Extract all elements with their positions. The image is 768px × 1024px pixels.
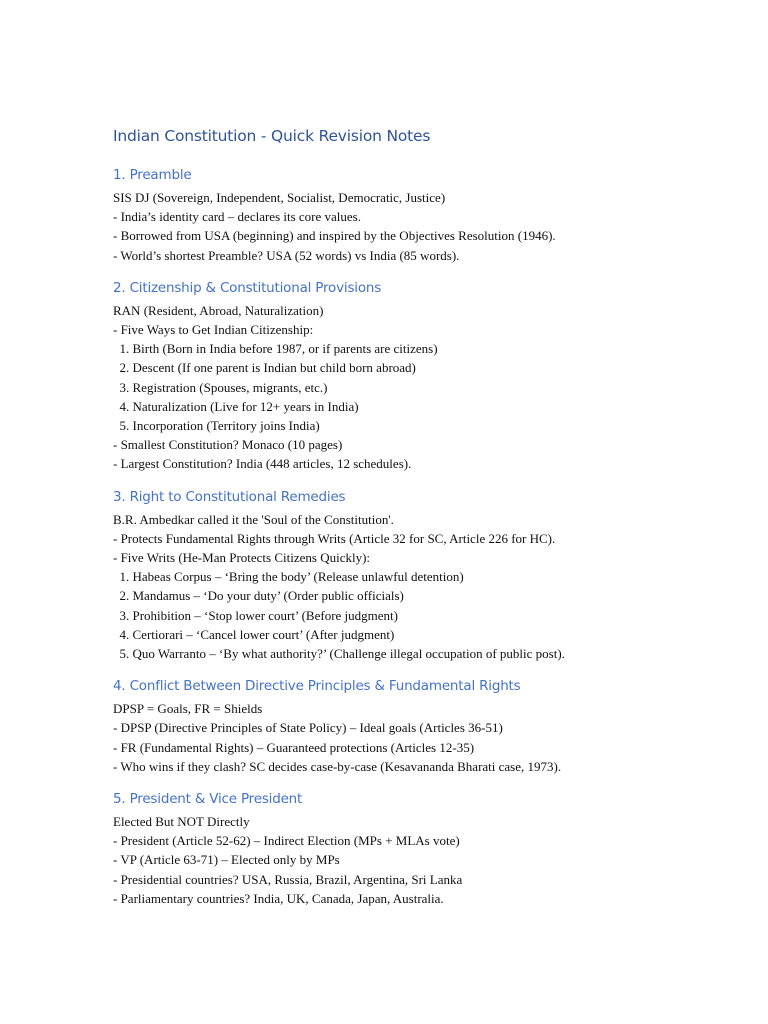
text-line: - Parliamentary countries? India, UK, Canada, Japan, Australia. [113,890,444,906]
text-line: 2. Mandamus – ‘Do your duty’ (Order public officials) [113,588,404,604]
text-line: - Largest Constitution? India (448 articles, 12 schedules). [113,456,412,472]
section-preamble [113,166,753,265]
text-line: - DPSP (Directive Principles of State Policy) – Ideal goals (Articles 36-51) [113,720,503,736]
text-line: 3. Registration (Spouses, migrants, etc.) [113,379,328,395]
text-line: Elected But NOT Directly [113,814,250,830]
section-heading: 3. Right to Constitutional Remedies [113,488,346,505]
text-line: - VP (Article 63-71) – Elected only by MPs [113,852,340,868]
text-line: DPSP = Goals, FR = Shields [113,701,263,717]
section-heading: 2. Citizenship & Constitutional Provisions [113,279,382,296]
text-line: 5. Incorporation (Territory joins India) [113,418,320,434]
text-line: - Borrowed from USA (beginning) and inspired by the Objectives Resolution (1946). [113,228,556,244]
section-constitutional-remedies [113,488,753,664]
document-title: Indian Constitution - Quick Revision Notes [113,127,431,145]
text-line: - Five Writs (He-Man Protects Citizens Quickly): [113,550,371,566]
text-line: 1. Birth (Born in India before 1987, or if parents are citizens) [113,341,438,357]
text-line: 2. Descent (If one parent is Indian but child born abroad) [113,360,416,376]
text-line: - President (Article 52-62) – Indirect Election (MPs + MLAs vote) [113,833,460,849]
text-line: 5. Quo Warranto – ‘By what authority?’ (Challenge illegal occupation of public post). [113,646,565,662]
text-line: - Protects Fundamental Rights through Writs (Article 32 for SC, Article 226 for HC). [113,530,556,546]
text-line: - Smallest Constitution? Monaco (10 pages) [113,437,343,453]
section-heading: 1. Preamble [113,167,192,183]
text-line: 1. Habeas Corpus – ‘Bring the body’ (Release unlawful detention) [113,569,464,585]
text-line: 3. Prohibition – ‘Stop lower court’ (Before judgment) [113,607,398,623]
text-line: - World’s shortest Preamble? USA (52 words) vs India (85 words). [113,247,460,263]
section-president-vp [113,790,753,908]
text-line: - FR (Fundamental Rights) – Guaranteed protections (Articles 12-35) [113,739,475,755]
text-line: SIS DJ (Sovereign, Independent, Socialist, Democratic, Justice) [113,190,446,205]
text-line: 4. Certiorari – ‘Cancel lower court’ (After judgment) [113,626,395,642]
text-line: 4. Naturalization (Live for 12+ years in India) [113,398,359,414]
document-page [113,126,753,908]
section-dpsp-vs-fr [113,677,753,776]
text-line: RAN (Resident, Abroad, Naturalization) [113,302,324,318]
text-line: - India’s identity card – declares its core values. [113,209,361,225]
text-line: B.R. Ambedkar called it the 'Soul of the Constitution'. [113,511,394,527]
section-citizenship [113,279,753,474]
section-heading: 5. President & Vice President [113,791,303,808]
text-line: - Presidential countries? USA, Russia, Brazil, Argentina, Sri Lanka [113,871,463,887]
section-heading: 4. Conflict Between Directive Principles & Fundamental Rights [113,678,521,695]
text-line: - Who wins if they clash? SC decides case-by-case (Kesavananda Bharati case, 1973). [113,758,562,774]
text-line: - Five Ways to Get Indian Citizenship: [113,322,314,338]
